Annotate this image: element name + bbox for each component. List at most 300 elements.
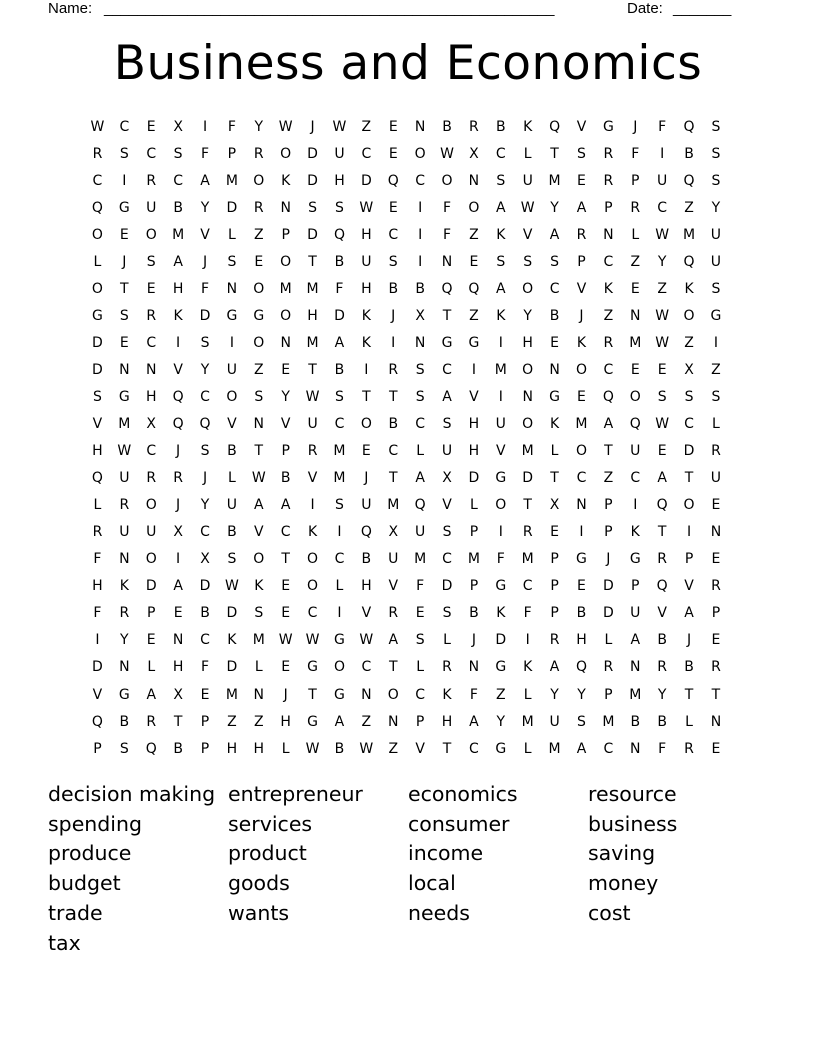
grid-letter[interactable]: U [361, 253, 372, 270]
grid-letter[interactable]: Q [199, 416, 211, 433]
grid-letter[interactable]: D [683, 443, 695, 460]
grid-letter[interactable]: O [387, 686, 399, 703]
grid-letter[interactable]: K [173, 307, 183, 324]
grid-letter[interactable]: M [494, 361, 507, 378]
grid-letter[interactable]: Q [683, 118, 695, 135]
grid-letter[interactable]: D [307, 226, 318, 243]
grid-letter[interactable]: U [630, 605, 641, 622]
grid-letter[interactable]: F [442, 226, 452, 243]
grid-letter[interactable]: T [604, 443, 613, 460]
grid-letter[interactable]: A [630, 632, 641, 649]
grid-letter[interactable]: W [655, 334, 670, 351]
grid-letter[interactable]: G [495, 470, 507, 487]
grid-letter[interactable]: F [496, 551, 505, 568]
grid-letter[interactable]: C [522, 578, 533, 595]
grid-letter[interactable]: B [442, 118, 452, 135]
grid-letter[interactable]: R [576, 226, 587, 243]
grid-letter[interactable]: P [469, 524, 479, 541]
grid-letter[interactable]: L [631, 226, 640, 243]
grid-letter[interactable]: O [253, 551, 265, 568]
grid-letter[interactable]: A [469, 713, 479, 730]
grid-letter[interactable]: L [443, 632, 451, 649]
grid-letter[interactable]: P [200, 713, 210, 730]
grid-letter[interactable]: K [227, 632, 237, 649]
grid-letter[interactable]: Q [656, 497, 668, 514]
grid-letter[interactable]: B [388, 280, 399, 297]
grid-letter[interactable]: C [173, 172, 183, 189]
grid-letter[interactable]: S [496, 172, 506, 189]
grid-letter[interactable]: O [91, 226, 103, 243]
grid-letter[interactable]: O [414, 145, 426, 162]
grid-letter[interactable]: C [146, 145, 157, 162]
grid-letter[interactable]: S [335, 497, 344, 514]
grid-letter[interactable]: U [119, 470, 130, 487]
grid-letter[interactable]: S [173, 145, 183, 162]
grid-letter[interactable]: D [360, 172, 372, 189]
grid-letter[interactable]: V [227, 416, 237, 433]
grid-letter[interactable]: Y [657, 253, 667, 270]
grid-letter[interactable]: P [147, 605, 156, 622]
grid-letter[interactable]: R [92, 145, 103, 162]
grid-letter[interactable]: E [281, 578, 291, 595]
grid-letter[interactable]: Y [281, 388, 290, 405]
grid-letter[interactable]: C [603, 253, 614, 270]
grid-letter[interactable]: W [117, 443, 132, 460]
grid-letter[interactable]: H [253, 740, 265, 757]
grid-letter[interactable]: Z [361, 713, 372, 730]
grid-letter[interactable]: K [549, 416, 560, 433]
grid-letter[interactable]: E [577, 388, 586, 405]
grid-letter[interactable]: K [254, 578, 264, 595]
grid-letter[interactable]: R [253, 199, 264, 216]
grid-letter[interactable]: U [307, 416, 318, 433]
grid-letter[interactable]: W [359, 199, 374, 216]
grid-letter[interactable]: T [711, 686, 721, 703]
grid-letter[interactable]: A [657, 470, 667, 487]
grid-letter[interactable]: C [415, 416, 426, 433]
grid-letter[interactable]: I [498, 334, 503, 351]
grid-letter[interactable]: V [307, 470, 318, 487]
grid-letter[interactable]: Q [333, 226, 345, 243]
grid-letter[interactable]: V [469, 388, 479, 405]
grid-letter[interactable]: Y [120, 632, 129, 649]
grid-letter[interactable]: V [576, 118, 587, 135]
grid-letter[interactable]: L [523, 740, 532, 757]
grid-letter[interactable]: G [495, 659, 507, 676]
grid-letter[interactable]: A [254, 497, 264, 514]
grid-letter[interactable]: O [522, 280, 534, 297]
grid-letter[interactable]: L [147, 659, 156, 676]
grid-letter[interactable]: Y [657, 686, 667, 703]
grid-letter[interactable]: A [549, 659, 560, 676]
grid-letter[interactable]: D [602, 605, 614, 622]
grid-letter[interactable]: X [442, 470, 452, 487]
grid-letter[interactable]: S [335, 388, 344, 405]
grid-letter[interactable]: Z [253, 361, 264, 378]
grid-letter[interactable]: R [657, 551, 668, 568]
grid-letter[interactable]: I [660, 145, 665, 162]
grid-letter[interactable]: V [361, 605, 372, 622]
grid-letter[interactable]: C [576, 470, 587, 487]
grid-letter[interactable]: W [359, 740, 374, 757]
grid-letter[interactable]: S [711, 280, 721, 297]
grid-letter[interactable]: R [522, 524, 533, 541]
grid-letter[interactable]: J [471, 632, 476, 649]
grid-letter[interactable]: W [655, 416, 670, 433]
grid-letter[interactable]: O [575, 443, 587, 460]
grid-letter[interactable]: M [252, 632, 265, 649]
grid-letter[interactable]: S [335, 199, 344, 216]
grid-letter[interactable]: Q [91, 713, 103, 730]
grid-letter[interactable]: M [333, 443, 346, 460]
grid-letter[interactable]: Q [656, 578, 668, 595]
grid-letter[interactable]: U [495, 416, 506, 433]
grid-letter[interactable]: U [549, 713, 560, 730]
grid-letter[interactable]: C [146, 443, 157, 460]
grid-letter[interactable]: B [361, 551, 372, 568]
grid-letter[interactable]: D [199, 307, 211, 324]
grid-letter[interactable]: S [119, 307, 129, 324]
grid-letter[interactable]: S [442, 524, 452, 541]
grid-letter[interactable]: N [522, 388, 533, 405]
grid-letter[interactable]: C [361, 659, 372, 676]
grid-letter[interactable]: J [202, 470, 208, 487]
grid-letter[interactable]: L [335, 578, 344, 595]
grid-letter[interactable]: F [658, 118, 667, 135]
grid-letter[interactable]: C [657, 199, 668, 216]
grid-letter[interactable]: E [281, 659, 291, 676]
grid-letter[interactable]: K [119, 578, 129, 595]
grid-letter[interactable]: R [146, 470, 157, 487]
grid-letter[interactable]: Q [468, 280, 480, 297]
grid-letter[interactable]: N [441, 253, 453, 270]
grid-letter[interactable]: P [604, 497, 613, 514]
grid-letter[interactable]: B [334, 740, 345, 757]
grid-letter[interactable]: N [119, 551, 130, 568]
grid-letter[interactable]: O [145, 226, 157, 243]
grid-letter[interactable]: D [334, 307, 345, 324]
grid-letter[interactable]: N [710, 524, 722, 541]
grid-letter[interactable]: Y [711, 199, 721, 216]
grid-letter[interactable]: E [630, 361, 640, 378]
grid-letter[interactable]: S [308, 199, 318, 216]
grid-letter[interactable]: W [278, 632, 293, 649]
grid-letter[interactable]: R [253, 145, 264, 162]
grid-letter[interactable]: B [469, 605, 479, 622]
grid-letter[interactable]: E [711, 551, 721, 568]
grid-letter[interactable]: K [523, 659, 533, 676]
grid-letter[interactable]: T [254, 443, 264, 460]
grid-letter[interactable]: H [145, 388, 157, 405]
grid-letter[interactable]: Q [414, 497, 426, 514]
grid-letter[interactable]: A [173, 253, 183, 270]
grid-letter[interactable]: W [251, 470, 266, 487]
grid-letter[interactable]: Y [254, 118, 264, 135]
grid-letter[interactable]: J [176, 443, 181, 460]
grid-letter[interactable]: M [548, 740, 561, 757]
grid-letter[interactable]: O [495, 497, 507, 514]
grid-letter[interactable]: Q [360, 524, 372, 541]
grid-letter[interactable]: S [711, 388, 721, 405]
grid-letter[interactable]: C [280, 524, 291, 541]
grid-letter[interactable]: X [415, 307, 425, 324]
grid-letter[interactable]: H [468, 443, 480, 460]
grid-letter[interactable]: U [630, 443, 641, 460]
grid-letter[interactable]: B [576, 605, 587, 622]
grid-letter[interactable]: Y [200, 361, 210, 378]
grid-letter[interactable]: O [522, 361, 534, 378]
grid-letter[interactable]: U [710, 226, 722, 243]
grid-letter[interactable]: O [280, 253, 292, 270]
grid-letter[interactable]: S [415, 361, 425, 378]
grid-letter[interactable]: A [576, 740, 587, 757]
name-field[interactable]: ______________________________________________________ [104, 0, 555, 17]
grid-letter[interactable]: J [310, 118, 315, 135]
grid-letter[interactable]: N [468, 659, 480, 676]
grid-letter[interactable]: Q [387, 172, 399, 189]
grid-letter[interactable]: Z [361, 118, 372, 135]
grid-letter[interactable]: T [308, 361, 317, 378]
grid-letter[interactable]: R [146, 713, 157, 730]
grid-letter[interactable]: L [523, 686, 532, 703]
grid-letter[interactable]: J [202, 253, 208, 270]
grid-letter[interactable]: U [226, 361, 238, 378]
grid-letter[interactable]: M [521, 551, 534, 568]
grid-letter[interactable]: V [280, 416, 291, 433]
grid-letter[interactable]: M [306, 280, 319, 297]
grid-letter[interactable]: S [388, 253, 398, 270]
grid-letter[interactable]: C [549, 280, 560, 297]
grid-letter[interactable]: Q [602, 388, 614, 405]
grid-letter[interactable]: U [388, 551, 399, 568]
grid-letter[interactable]: J [579, 307, 584, 324]
grid-letter[interactable]: R [119, 605, 130, 622]
grid-letter[interactable]: R [603, 334, 614, 351]
grid-letter[interactable]: F [200, 280, 210, 297]
grid-letter[interactable]: J [391, 307, 396, 324]
grid-letter[interactable]: P [227, 145, 237, 162]
grid-letter[interactable]: D [145, 578, 157, 595]
grid-letter[interactable]: S [200, 443, 210, 460]
grid-letter[interactable]: S [523, 253, 533, 270]
grid-letter[interactable]: V [522, 226, 533, 243]
grid-letter[interactable]: H [361, 280, 372, 297]
grid-letter[interactable]: U [119, 524, 130, 541]
grid-letter[interactable]: G [253, 307, 265, 324]
grid-letter[interactable]: E [388, 199, 398, 216]
grid-letter[interactable]: N [630, 307, 641, 324]
grid-letter[interactable]: N [576, 497, 587, 514]
grid-letter[interactable]: L [227, 470, 236, 487]
grid-letter[interactable]: U [657, 172, 668, 189]
grid-letter[interactable]: N [603, 226, 614, 243]
grid-letter[interactable]: G [118, 686, 130, 703]
grid-letter[interactable]: B [684, 659, 694, 676]
grid-letter[interactable]: S [711, 145, 721, 162]
grid-letter[interactable]: Q [683, 253, 695, 270]
grid-letter[interactable]: Z [469, 307, 479, 324]
grid-letter[interactable]: I [176, 334, 181, 351]
grid-letter[interactable]: S [442, 416, 452, 433]
grid-letter[interactable]: Z [657, 280, 667, 297]
grid-letter[interactable]: E [657, 443, 667, 460]
grid-letter[interactable]: A [280, 497, 291, 514]
grid-letter[interactable]: H [361, 226, 372, 243]
grid-letter[interactable]: N [630, 659, 641, 676]
grid-letter[interactable]: E [146, 632, 156, 649]
grid-letter[interactable]: G [334, 632, 345, 649]
grid-letter[interactable]: C [119, 118, 130, 135]
grid-letter[interactable]: R [549, 632, 560, 649]
grid-letter[interactable]: A [549, 226, 560, 243]
grid-letter[interactable]: V [576, 280, 587, 297]
grid-letter[interactable]: G [629, 551, 641, 568]
grid-letter[interactable]: C [334, 416, 345, 433]
grid-letter[interactable]: O [307, 578, 319, 595]
grid-letter[interactable]: M [387, 497, 400, 514]
grid-letter[interactable]: H [172, 659, 184, 676]
grid-letter[interactable]: T [362, 388, 371, 405]
grid-letter[interactable]: B [227, 524, 237, 541]
grid-letter[interactable]: U [226, 497, 238, 514]
grid-letter[interactable]: B [173, 740, 183, 757]
grid-letter[interactable]: M [414, 551, 427, 568]
grid-letter[interactable]: I [337, 605, 342, 622]
grid-letter[interactable]: I [95, 632, 100, 649]
grid-letter[interactable]: C [415, 686, 426, 703]
grid-letter[interactable]: R [711, 578, 721, 595]
grid-letter[interactable]: I [310, 497, 315, 514]
grid-letter[interactable]: I [364, 361, 369, 378]
grid-letter[interactable]: M [629, 334, 642, 351]
grid-letter[interactable]: N [280, 334, 291, 351]
grid-letter[interactable]: E [388, 118, 398, 135]
grid-letter[interactable]: S [550, 253, 560, 270]
grid-letter[interactable]: R [603, 659, 614, 676]
grid-letter[interactable]: X [173, 686, 183, 703]
grid-letter[interactable]: V [657, 605, 667, 622]
grid-letter[interactable]: D [92, 361, 103, 378]
grid-letter[interactable]: G [602, 118, 614, 135]
grid-letter[interactable]: M [575, 416, 588, 433]
grid-letter[interactable]: R [173, 470, 183, 487]
grid-letter[interactable]: F [469, 686, 478, 703]
grid-letter[interactable]: W [305, 740, 320, 757]
grid-letter[interactable]: X [146, 416, 157, 433]
grid-letter[interactable]: A [334, 334, 345, 351]
grid-letter[interactable]: C [630, 470, 641, 487]
grid-letter[interactable]: V [92, 416, 103, 433]
grid-letter[interactable]: Y [523, 307, 532, 324]
grid-letter[interactable]: S [496, 253, 506, 270]
grid-letter[interactable]: L [281, 740, 290, 757]
grid-letter[interactable]: B [334, 361, 345, 378]
grid-letter[interactable]: C [603, 740, 614, 757]
grid-letter[interactable]: E [173, 605, 183, 622]
grid-letter[interactable]: O [468, 199, 480, 216]
grid-letter[interactable]: P [281, 443, 290, 460]
grid-letter[interactable]: T [308, 686, 317, 703]
grid-letter[interactable]: M [602, 713, 615, 730]
grid-letter[interactable]: U [334, 145, 345, 162]
grid-letter[interactable]: O [333, 659, 345, 676]
grid-letter[interactable]: K [361, 307, 371, 324]
grid-letter[interactable]: O [360, 416, 372, 433]
grid-letter[interactable]: H [92, 578, 103, 595]
grid-letter[interactable]: H [576, 632, 587, 649]
grid-letter[interactable]: K [361, 334, 371, 351]
grid-letter[interactable]: N [172, 632, 184, 649]
grid-letter[interactable]: N [226, 280, 238, 297]
grid-letter[interactable]: B [388, 416, 399, 433]
grid-letter[interactable]: U [361, 497, 372, 514]
grid-letter[interactable]: G [307, 713, 318, 730]
grid-letter[interactable]: R [119, 497, 130, 514]
grid-letter[interactable]: G [576, 551, 587, 568]
grid-letter[interactable]: R [388, 361, 399, 378]
grid-letter[interactable]: Z [603, 307, 614, 324]
grid-letter[interactable]: O [145, 551, 157, 568]
grid-letter[interactable]: R [684, 740, 694, 757]
grid-letter[interactable]: U [441, 443, 453, 460]
grid-letter[interactable]: L [416, 443, 425, 460]
grid-letter[interactable]: X [200, 551, 210, 568]
grid-letter[interactable]: N [549, 361, 560, 378]
grid-letter[interactable]: U [146, 199, 157, 216]
grid-letter[interactable]: D [92, 334, 103, 351]
grid-letter[interactable]: P [684, 551, 694, 568]
grid-letter[interactable]: Q [683, 172, 695, 189]
grid-letter[interactable]: E [119, 334, 129, 351]
grid-letter[interactable]: C [334, 551, 345, 568]
grid-letter[interactable]: M [682, 226, 696, 243]
grid-letter[interactable]: Q [172, 416, 184, 433]
grid-letter[interactable]: D [307, 145, 318, 162]
grid-letter[interactable]: W [520, 199, 535, 216]
grid-letter[interactable]: M [118, 416, 131, 433]
grid-letter[interactable]: P [711, 605, 721, 622]
grid-letter[interactable]: N [361, 686, 372, 703]
grid-letter[interactable]: W [278, 118, 293, 135]
grid-letter[interactable]: K [576, 334, 587, 351]
grid-letter[interactable]: M [333, 470, 346, 487]
grid-letter[interactable]: O [683, 307, 695, 324]
grid-letter[interactable]: G [307, 659, 318, 676]
grid-letter[interactable]: S [227, 253, 237, 270]
grid-letter[interactable]: E [415, 605, 425, 622]
grid-letter[interactable]: U [522, 172, 533, 189]
grid-letter[interactable]: I [229, 334, 234, 351]
grid-letter[interactable]: D [468, 470, 480, 487]
grid-letter[interactable]: R [92, 524, 103, 541]
grid-letter[interactable]: P [93, 740, 102, 757]
grid-letter[interactable]: P [469, 578, 479, 595]
grid-letter[interactable]: Q [549, 118, 561, 135]
grid-letter[interactable]: C [361, 145, 372, 162]
grid-letter[interactable]: V [415, 740, 425, 757]
grid-letter[interactable]: I [337, 524, 342, 541]
grid-letter[interactable]: R [469, 118, 479, 135]
grid-letter[interactable]: I [525, 632, 530, 649]
grid-letter[interactable]: M [225, 686, 238, 703]
grid-letter[interactable]: Z [684, 334, 694, 351]
grid-letter[interactable]: I [579, 524, 584, 541]
grid-letter[interactable]: F [93, 605, 102, 622]
grid-letter[interactable]: W [90, 118, 105, 135]
grid-letter[interactable]: B [200, 605, 210, 622]
grid-letter[interactable]: M [629, 686, 642, 703]
grid-letter[interactable]: Y [200, 199, 210, 216]
